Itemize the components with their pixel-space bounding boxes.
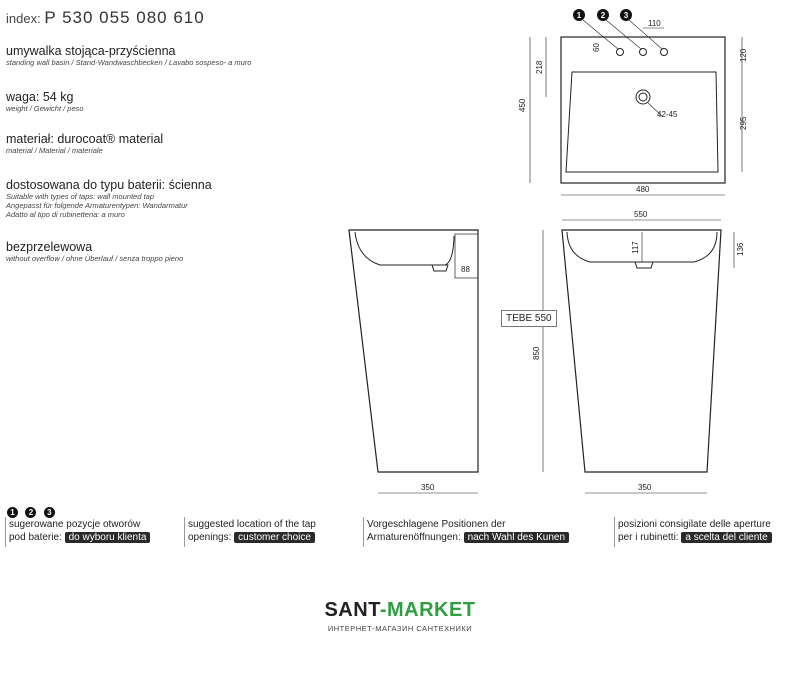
note-line: openings: bbox=[188, 532, 232, 543]
spec-title: umywalka stojąca-przyścienna bbox=[6, 44, 176, 58]
tap-hole-1 bbox=[617, 49, 624, 56]
side-bowl bbox=[355, 232, 454, 265]
basin-top-outline bbox=[561, 37, 725, 183]
note-line: sugerowane pozycje otworów bbox=[9, 519, 141, 530]
spec-sub: Angepasst für folgende Armaturentypen: Wandarmatur bbox=[6, 201, 188, 210]
front-outline bbox=[562, 230, 721, 472]
spec-sub: weight / Gewicht / peso bbox=[6, 104, 84, 113]
legend-marker-2: 2 bbox=[25, 507, 36, 518]
note-line: posizioni consigilate delle aperture bbox=[618, 519, 771, 530]
dim-front-width: 550 bbox=[634, 210, 648, 219]
marker-3-label: 3 bbox=[623, 11, 629, 20]
legend-marker-1: 1 bbox=[7, 507, 18, 518]
dim-top-depth: 450 bbox=[518, 98, 527, 112]
dim-tap-spacing: 110 bbox=[648, 19, 661, 28]
tap-hole-2 bbox=[640, 49, 647, 56]
spec-title: dostosowana do typu baterii: ścienna bbox=[6, 178, 212, 192]
basin-bowl-outline bbox=[566, 72, 718, 172]
side-drain bbox=[432, 265, 448, 271]
note-it bbox=[618, 518, 772, 544]
spec-title: materiał: durocoat® material bbox=[6, 132, 164, 146]
dim-front-rim: 136 bbox=[736, 242, 745, 256]
note-pill: a scelta del cliente bbox=[681, 532, 771, 543]
side-outline bbox=[349, 230, 478, 472]
note-line: pod baterie: bbox=[9, 532, 62, 543]
dim-front-height: 850 bbox=[532, 346, 541, 360]
note-divider bbox=[5, 517, 6, 547]
tap-hole-3 bbox=[661, 49, 668, 56]
dim-top-front: 295 bbox=[739, 116, 748, 130]
front-view bbox=[532, 210, 745, 493]
side-view bbox=[349, 230, 478, 493]
index-value: P 530 055 080 610 bbox=[44, 8, 205, 27]
dim-side-wall: 88 bbox=[461, 265, 470, 274]
note-de bbox=[367, 518, 569, 544]
model-label: TEBE 550 bbox=[501, 310, 557, 327]
dim-top-width: 480 bbox=[636, 185, 650, 194]
note-line: suggested location of the tap bbox=[188, 519, 316, 530]
marker-2-label: 2 bbox=[600, 11, 606, 20]
top-view bbox=[518, 9, 748, 195]
index-caption: index: bbox=[6, 11, 41, 26]
brand-logo bbox=[0, 599, 800, 622]
drain-inner bbox=[639, 93, 647, 101]
dim-front-base: 350 bbox=[638, 483, 652, 492]
marker-leader bbox=[606, 20, 641, 49]
dim-top-inner: 218 bbox=[535, 60, 544, 74]
marker-1-label: 1 bbox=[576, 11, 582, 20]
spec-title: bezprzelewowa bbox=[6, 240, 93, 254]
spec-sub: Suitable with types of taps: wall mounted tap bbox=[6, 192, 155, 201]
note-line: per i rubinetti: bbox=[618, 532, 679, 543]
note-pl bbox=[9, 518, 150, 544]
spec-title: waga: 54 kg bbox=[6, 90, 74, 104]
dim-front-inner: 117 bbox=[631, 241, 640, 254]
dim-side-base: 350 bbox=[421, 483, 435, 492]
brand-name: SANT-MARKET bbox=[324, 599, 476, 621]
note-pill: customer choice bbox=[234, 532, 315, 543]
spec-sub: Adatto al tipo di rubinetteria: a muro bbox=[6, 210, 125, 219]
note-pill: nach Wahl des Kunen bbox=[464, 532, 569, 543]
note-line: Vorgeschlagene Positionen der bbox=[367, 519, 506, 530]
spec-sub: standing wall basin / Stand-Wandwaschbecken / Lavabo sospeso- a muro bbox=[6, 58, 252, 67]
note-en bbox=[188, 518, 316, 544]
note-pill: do wyboru klienta bbox=[65, 532, 151, 543]
dim-tap-offset: 60 bbox=[592, 43, 601, 52]
drain-outer bbox=[636, 90, 650, 104]
note-divider bbox=[184, 517, 185, 547]
legend-marker-3: 3 bbox=[44, 507, 55, 518]
dim-drain: 42-45 bbox=[657, 110, 678, 119]
note-divider bbox=[614, 517, 615, 547]
front-drain bbox=[635, 262, 653, 268]
note-divider bbox=[363, 517, 364, 547]
spec-sub: without overflow / ohne Überlauf / senza troppo pieno bbox=[6, 254, 184, 263]
brand-tagline: ИНТЕРНЕТ-МАГАЗИН САНТЕХНИКИ bbox=[327, 624, 473, 633]
spec-sub: material / Material / materiale bbox=[6, 146, 103, 155]
note-line: Armaturenöffnungen: bbox=[367, 532, 461, 543]
dim-top-back: 120 bbox=[739, 48, 748, 62]
